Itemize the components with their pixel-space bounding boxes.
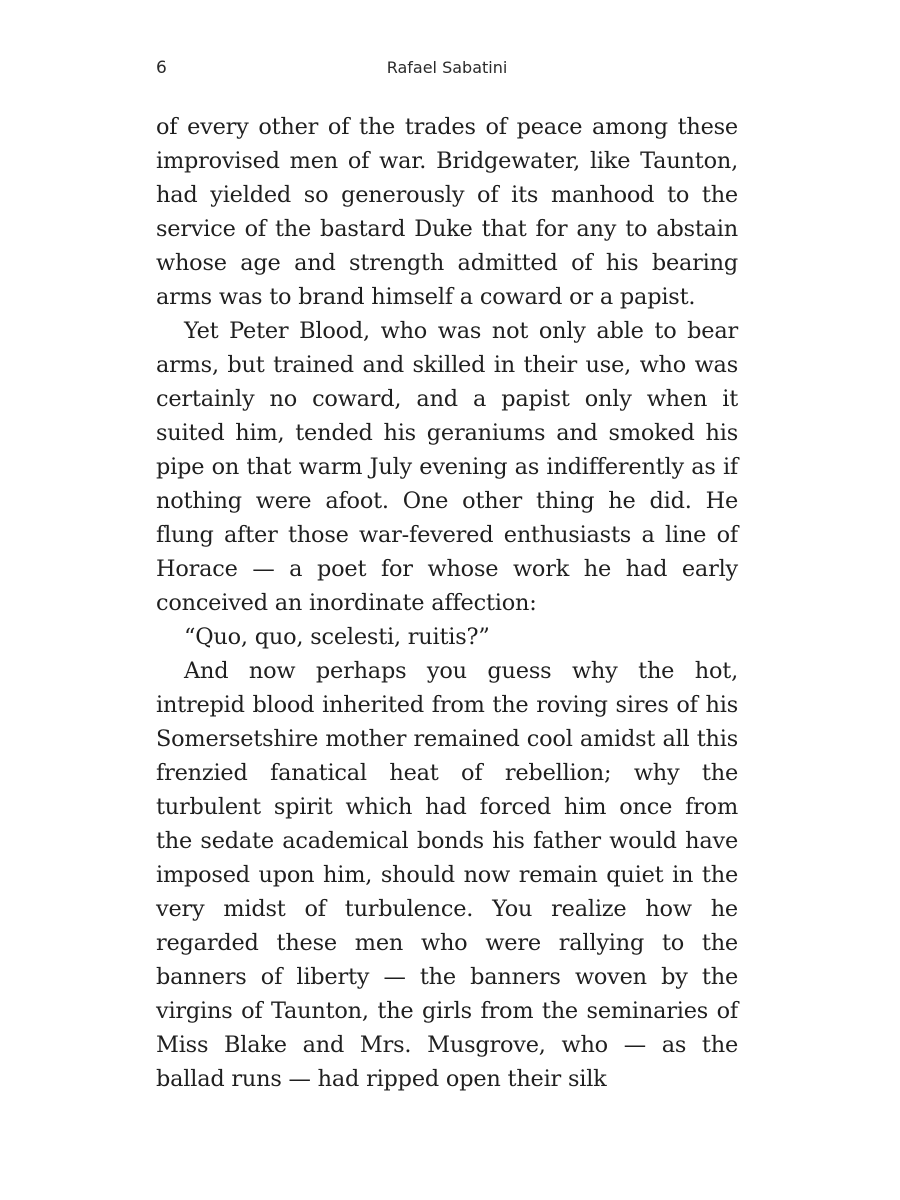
page-header [156, 58, 738, 84]
paragraph: And now perhaps you guess why the hot, intrepid blood inherited from the roving sires of his Somersetshire mother remained cool amidst all this frenzied fanatical heat of rebellion; why the turbulent spirit which had forced him once from the sedate academical bonds his father would have imposed upon him, should now remain quiet in the very midst of turbulence. You realize how he regarded these men who were rallying to the banners of liberty — the banners woven by the virgins of Taunton, the girls from the seminaries of Miss Blake and Mrs. Musgrove, who — as the ballad runs — had ripped open their silk [156, 658, 738, 1092]
body-text [156, 110, 738, 1096]
running-head-author: Rafael Sabatini [386, 58, 508, 77]
paragraph: Yet Peter Blood, who was not only able to bear arms, but trained and skilled in their use, who was certainly no coward, and a papist only when it suited him, tended his geraniums and smoked his pipe on that warm July evening as indifferently as if nothing were afoot. One other thing he did. He flung after those war-fevered enthusiasts a line of Horace — a poet for whose work he had early conceived an inordinate affection: [156, 318, 738, 616]
paragraph-continued: of every other of the trades of peace among these improvised men of war. Bridgewater, like Taunton, had yielded so generously of its manhood to the service of the bastard Duke that for any to abstain whose age and strength admitted of his bearing arms was to brand himself a coward or a papist. [156, 114, 738, 310]
paragraph-quote: “Quo, quo, scelesti, ruitis?” [184, 624, 490, 650]
page-number: 6 [156, 58, 167, 78]
